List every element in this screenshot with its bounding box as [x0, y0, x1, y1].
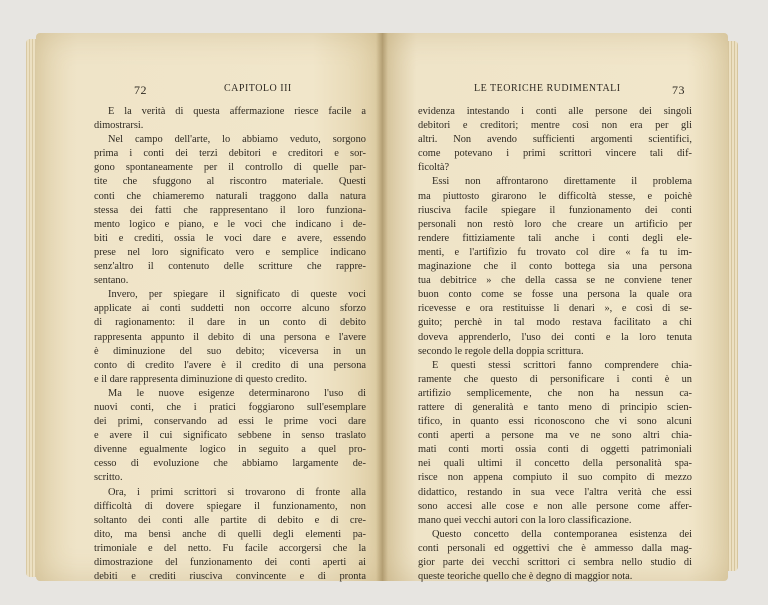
- text-line: risce non appena compiuto il suo compito di mezzo: [418, 472, 692, 484]
- text-line: menti, e l'artifizio fu trovato col dire « fa tu im-: [418, 246, 692, 258]
- text-line: buon conto come se fosse una persona la quale ora: [418, 289, 692, 301]
- text-line: Ora, i primi scrittori si trovarono di fronte alla: [108, 486, 366, 498]
- text-line: sono accesi alle cose e non alle persone come affer-: [418, 500, 692, 512]
- right-page-number: 73: [672, 83, 685, 97]
- text-line: Essi non affrontarono direttamente il problema: [432, 176, 692, 188]
- text-line: biti e crediti, ossia le voci dare e avere, essendo: [94, 232, 366, 244]
- text-line: riusciva facile spiegare il funzionamento dei conti: [418, 204, 692, 216]
- text-line: è diminuzione del suo debito; viceversa in un: [94, 345, 366, 357]
- left-page-number: 72: [134, 83, 147, 97]
- text-line: queste teoriche quello che è degno di maggior nota.: [418, 571, 633, 583]
- text-line: doveva apprenderlo, l'uso dei conti e la loro tenuta: [418, 331, 692, 343]
- text-line: cesso di evoluzione che abbiamo largamente de-: [94, 458, 366, 470]
- text-line: prima i conti dei terzi debitori e creditori e sor-: [94, 148, 366, 160]
- text-line: guito; perchè in tal modo restava facilitato a chi: [418, 317, 692, 329]
- text-line: personali non restò loro che creare un artificio per: [418, 218, 692, 230]
- text-line: dimostrazione del funzionamento dei conti aperti ai: [94, 557, 366, 568]
- left-page: [36, 33, 382, 581]
- text-line: divenne egualmente logico in seguito a quel pro-: [94, 444, 366, 456]
- book-gutter: [376, 33, 388, 581]
- text-line: didattico, restando in sua vece l'altra verità che essi: [418, 486, 692, 498]
- left-running-head: CAPITOLO III: [224, 83, 292, 94]
- text-line: ma piuttosto girarono le difficoltà stesse, e poichè: [418, 190, 692, 202]
- left-page-text: [94, 105, 366, 584]
- text-line: prese nel loro significato vero e semplice indicano: [94, 246, 366, 258]
- text-line: dei primi, conservando ad essi le prime voci dare: [94, 416, 366, 428]
- text-line: senz'altro il contenuto delle scritture che rappre-: [94, 261, 366, 273]
- text-line: ricevesse e ora restituisse li denari », e così di se-: [418, 303, 692, 315]
- text-line: debitori e creditori; mentre così non era per gli: [418, 120, 692, 132]
- text-line: mento logico e piano, e le voci che indicano i de-: [94, 218, 366, 230]
- text-line: tifico, in quanto essi riconoscono che vi sono alcuni: [418, 416, 692, 428]
- text-line: soltanto dei conti alle partite di debito e di cre-: [94, 514, 366, 526]
- text-line: E la verità di questa affermazione riesce facile a: [108, 106, 366, 117]
- text-line: come potevano i primi scrittori vincere tali dif-: [418, 148, 692, 160]
- text-line: scritto.: [94, 472, 123, 484]
- text-line: ficoltà?: [418, 162, 450, 174]
- text-line: ramente che questo di personificare i conti è un: [418, 373, 692, 385]
- right-page-text: [418, 105, 692, 584]
- text-line: e avere il cui significato sebbene in senso traslato: [94, 430, 366, 442]
- text-line: tua debitrice » che della cassa se ne conviene tener: [418, 275, 692, 287]
- text-line: Invero, per spiegare il significato di queste voci: [108, 289, 366, 301]
- right-running-head: LE TEORICHE RUDIMENTALI: [474, 83, 621, 94]
- text-line: Ma le nuove esigenze determinarono l'uso di: [108, 387, 366, 399]
- text-line: Nel campo dell'arte, lo abbiamo veduto, sorgono: [108, 134, 366, 146]
- text-line: di ragionamento: il dare in un conto di debito: [94, 317, 366, 329]
- text-line: difficoltà di dovere spiegare il funzionamento, non: [94, 500, 366, 512]
- text-line: Questo concetto della contemporanea esistenza dei: [432, 528, 692, 540]
- open-book: [26, 33, 738, 581]
- text-line: secondo le regole della doppia scrittura.: [418, 345, 584, 357]
- text-line: E questi stessi scrittori fanno comprendere chia-: [432, 359, 692, 371]
- text-line: evidenza intestando i conti alle persone dei singoli: [418, 106, 692, 117]
- text-line: rappresenta appunto il debito di una persona e l'avere: [94, 331, 366, 343]
- text-line: trimoniale e del netto. Fu facile accorgersi che la: [94, 542, 366, 554]
- text-line: dimostrarsi.: [94, 120, 144, 132]
- text-line: artifizio semplicemente, che non ha nessun ca-: [418, 387, 692, 399]
- text-line: nuovi conti, che i pratici foggiarono sull'esemplare: [94, 401, 366, 413]
- text-line: gior parte dei vecchi scrittori ci sembra nello studio di: [418, 557, 692, 568]
- text-line: stessa dei fatti che rappresentano il loro funziona-: [94, 204, 366, 216]
- text-line: dito, ma bensì anche di quelli degli elementi pa-: [94, 528, 366, 540]
- text-line: tite che sfuggono al riscontro materiale. Questi: [94, 176, 366, 188]
- text-line: maginazione che il conto bottega sia una persona: [418, 261, 692, 273]
- text-line: conti che chiameremo naturali traggono dalla natura: [94, 190, 366, 202]
- text-line: conti aperti a persone ma ve ne sono altri chia-: [418, 430, 692, 442]
- text-line: conti personali ed oggettivi che è ammesso dalla mag-: [418, 542, 692, 554]
- text-line: e il dare rappresenta diminuzione di questo credito.: [94, 373, 307, 385]
- text-line: rendere fittiziamente tali anche i conti degli ele-: [418, 232, 692, 244]
- text-line: nei quali ultimi il concetto della personalità spa-: [418, 458, 692, 470]
- text-line: gono spontaneamente per il controllo di quelle par-: [94, 162, 366, 174]
- text-line: conto di credito l'avere è il credito di una persona: [94, 359, 366, 371]
- text-line: altri. Non avendo sufficienti argomenti scientifici,: [418, 134, 692, 146]
- text-line: mati conti morti ossia conti di oggetti patrimoniali: [418, 444, 692, 456]
- text-line: sentano.: [94, 275, 129, 287]
- text-line: rattere di generalità e tanto meno di principio scien-: [418, 401, 692, 413]
- text-line: debiti e crediti riusciva convincente e di pronta: [94, 571, 366, 583]
- right-page: [382, 33, 728, 581]
- text-line: mano quei vecchi autori con la loro classificazione.: [418, 514, 632, 526]
- text-line: applicate ai conti suddetti non occorre alcuno sforzo: [94, 303, 366, 315]
